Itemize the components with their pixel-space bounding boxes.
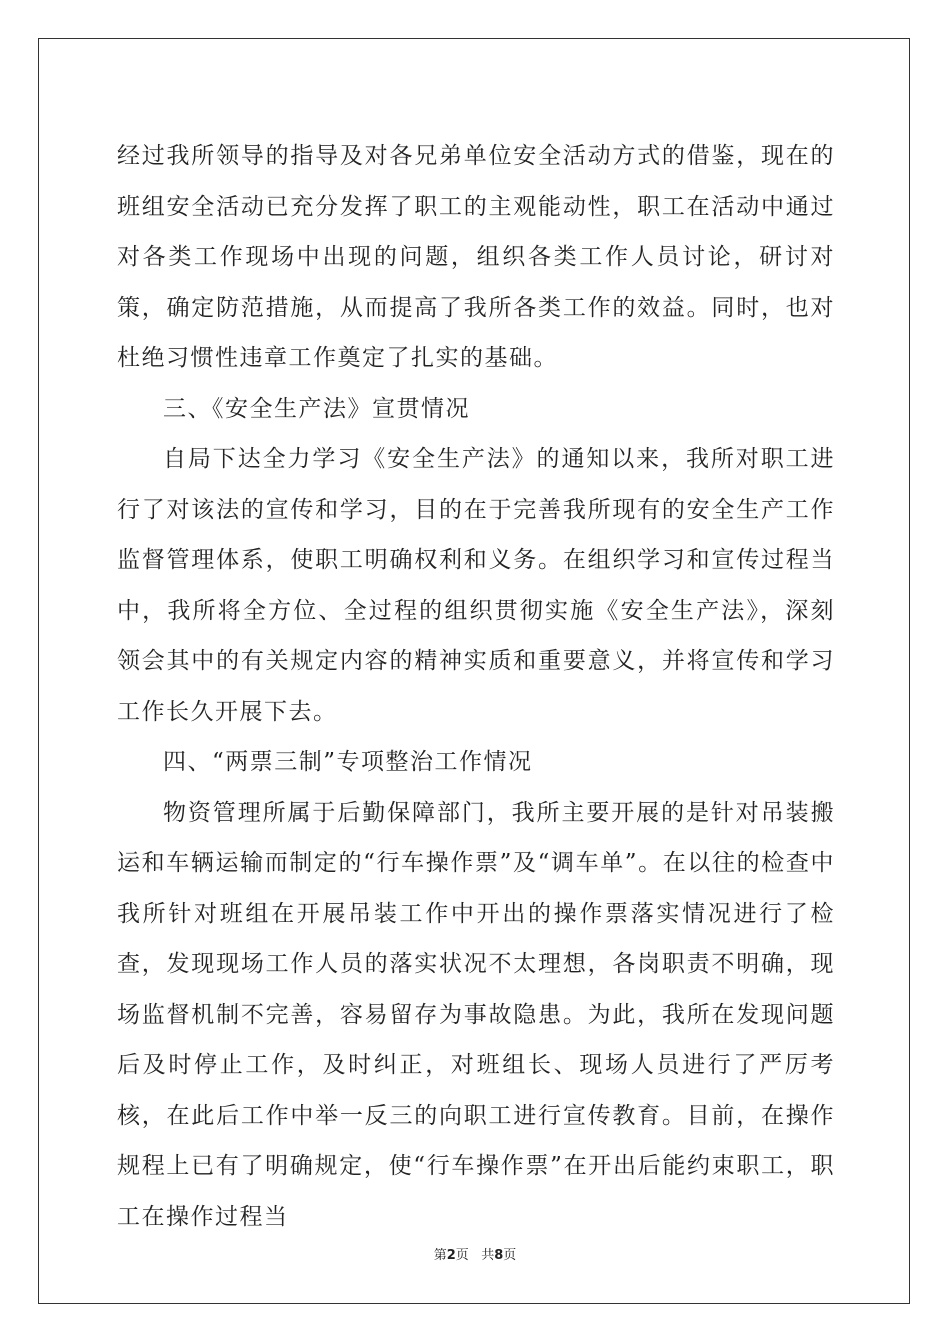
section-heading: 四、“两票三制”专项整治工作情况 xyxy=(163,749,533,775)
page-prefix: 第 xyxy=(433,1248,447,1263)
document-body xyxy=(117,131,835,1242)
section-heading: 三、《安全生产法》宣贯情况 xyxy=(163,395,470,422)
total-pages: 8 xyxy=(494,1248,504,1263)
page-footer xyxy=(0,1244,950,1263)
total-suffix: 页 xyxy=(503,1248,517,1263)
paragraph: 自局下达全力学习《安全生产法》的通知以来，我所对职工进行了对该法的宣传和学习，目的在于完善我所现有的安全生产工作监督管理体系，使职工明确权利和义务。在组织学习和宣传过程当中，我所将全方位、全过程的组织贯彻实施《安全生产法》，深刻领会其中的有关规定内容的精神实质和重要意义，并将宣传和学习工作长久开展下去。 xyxy=(117,446,835,725)
total-prefix: 共 xyxy=(481,1248,495,1263)
page-number: 2 xyxy=(446,1248,456,1263)
paragraph: 经过我所领导的指导及对各兄弟单位安全活动方式的借鉴，现在的班组安全活动已充分发挥了职工的主观能动性，职工在活动中通过对各类工作现场中出现的问题，组织各类工作人员讨论，研讨对策，确定防范措施，从而提高了我所各类工作的效益。同时，也对杜绝习惯性违章工作奠定了扎实的基础。 xyxy=(117,143,835,371)
page-suffix: 页 xyxy=(455,1248,469,1263)
paragraph: 物资管理所属于后勤保障部门，我所主要开展的是针对吊装搬运和车辆运输而制定的“行车操作票”及“调车单”。在以往的检查中我所针对班组在开展吊装工作中开出的操作票落实情况进行了检查，发现现场工作人员的落实状况不太理想，各岗职责不明确，现场监督机制不完善，容易留存为事故隐患。为此，我所在发现问题后及时停止工作，及时纠正，对班组长、现场人员进行了严厉考核，在此后工作中举一反三的向职工进行宣传教育。目前，在操作规程上已有了明确规定，使“行车操作票”在开出后能约束职工，职工在操作过程当 xyxy=(117,799,835,1230)
